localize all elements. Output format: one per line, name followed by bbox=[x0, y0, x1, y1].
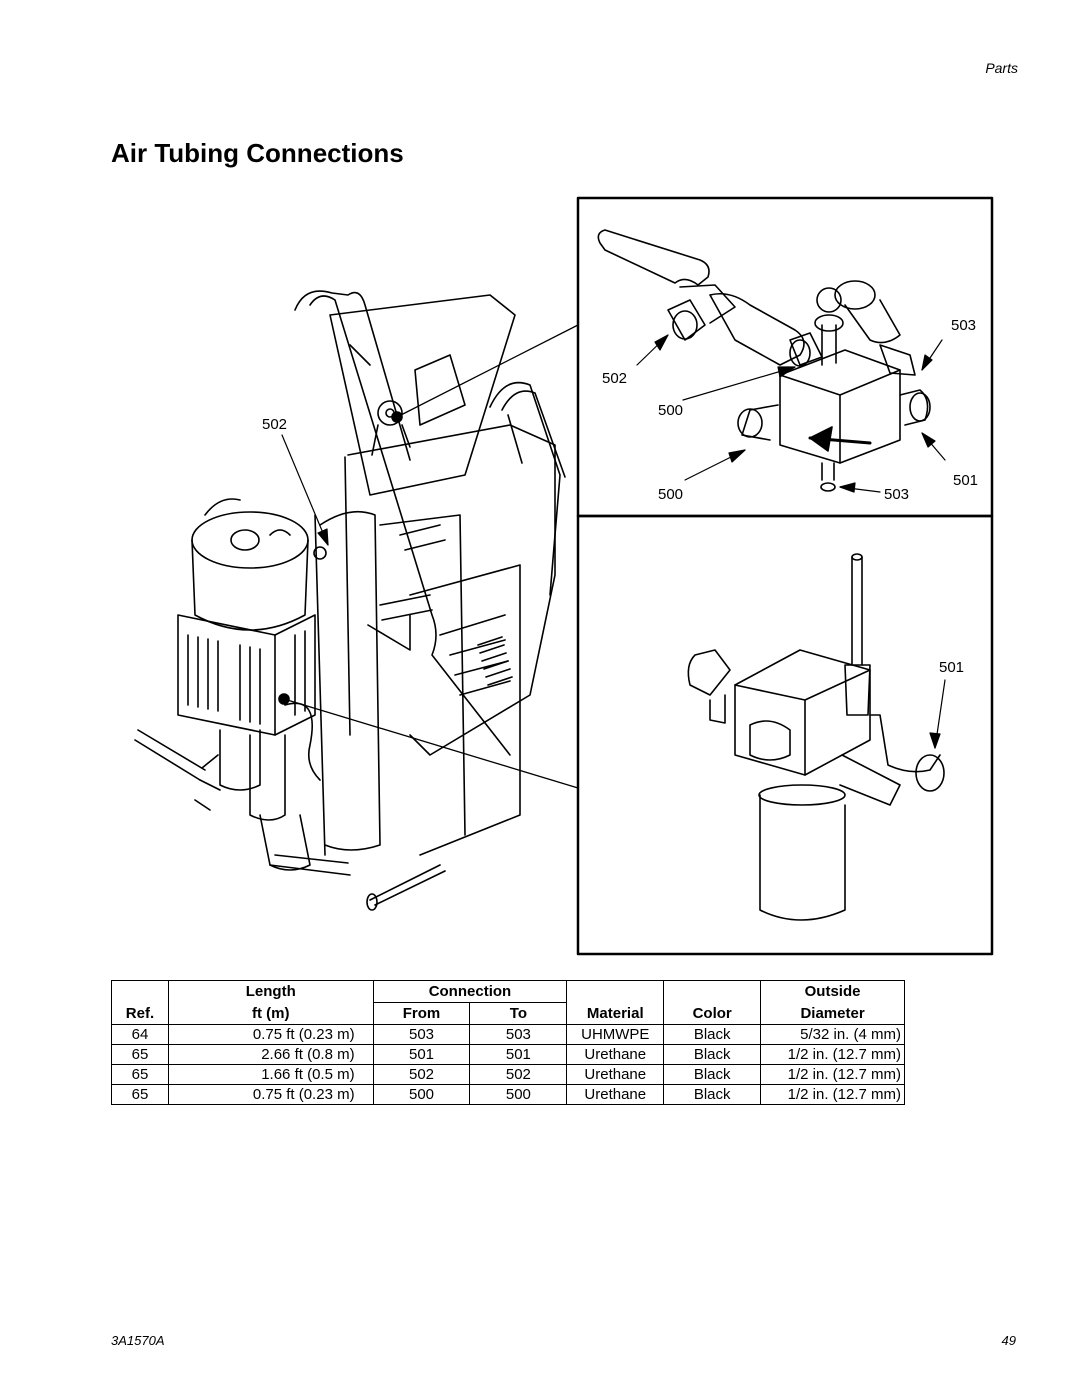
callout-top-500-upper: 500 bbox=[658, 402, 684, 419]
cell-to: 501 bbox=[470, 1045, 567, 1065]
table-row bbox=[112, 1025, 905, 1045]
cell-diameter: 1/2 in. (12.7 mm) bbox=[761, 1065, 905, 1085]
header-from: From bbox=[373, 1003, 470, 1025]
filter-assembly-drawing bbox=[688, 554, 944, 920]
cell-diameter: 5/32 in. (4 mm) bbox=[761, 1025, 905, 1045]
cell-diameter: 1/2 in. (12.7 mm) bbox=[761, 1045, 905, 1065]
header-color: Color bbox=[664, 1003, 761, 1025]
cell-material: UHMWPE bbox=[567, 1025, 664, 1045]
callout-bottom-501: 501 bbox=[939, 659, 965, 676]
header-length: Length bbox=[168, 981, 373, 1003]
cell-from: 503 bbox=[373, 1025, 470, 1045]
callout-top-500-lower: 500 bbox=[658, 486, 684, 503]
cell-color: Black bbox=[664, 1085, 761, 1105]
callout-top-502: 502 bbox=[602, 370, 628, 387]
header-section-label: Parts bbox=[985, 60, 1018, 76]
cell-to: 500 bbox=[470, 1085, 567, 1105]
cell-ref: 65 bbox=[112, 1065, 169, 1085]
cell-ref: 65 bbox=[112, 1085, 169, 1105]
cell-from: 500 bbox=[373, 1085, 470, 1105]
cell-to: 502 bbox=[470, 1065, 567, 1085]
air-tubing-table bbox=[111, 980, 905, 1105]
table-row bbox=[112, 1065, 905, 1085]
air-tubing-illustration bbox=[110, 195, 979, 965]
regulator-manifold-drawing bbox=[598, 230, 930, 491]
table-row bbox=[112, 1045, 905, 1065]
cell-length: 0.75 ft (0.23 m) bbox=[168, 1025, 373, 1045]
callout-main-502: 502 bbox=[262, 416, 288, 433]
cell-material: Urethane bbox=[567, 1045, 664, 1065]
cell-length: 1.66 ft (0.5 m) bbox=[168, 1065, 373, 1085]
detail-box-bottom bbox=[578, 516, 992, 954]
document-number: 3A1570A bbox=[111, 1333, 165, 1348]
cell-ref: 64 bbox=[112, 1025, 169, 1045]
callout-top-503-lower: 503 bbox=[884, 486, 910, 503]
cell-from: 501 bbox=[373, 1045, 470, 1065]
callout-top-503-upper: 503 bbox=[951, 317, 977, 334]
cell-length: 2.66 ft (0.8 m) bbox=[168, 1045, 373, 1065]
header-length-unit: ft (m) bbox=[168, 1003, 373, 1025]
callout-leader-bottom bbox=[930, 680, 945, 748]
cell-length: 0.75 ft (0.23 m) bbox=[168, 1085, 373, 1105]
cell-to: 503 bbox=[470, 1025, 567, 1045]
header-material: Material bbox=[567, 1003, 664, 1025]
table-row bbox=[112, 1085, 905, 1105]
header-to: To bbox=[470, 1003, 567, 1025]
header-outside: Outside bbox=[761, 981, 905, 1003]
callout-top-501: 501 bbox=[953, 472, 979, 489]
callout-leader-main bbox=[282, 435, 328, 545]
cell-ref: 65 bbox=[112, 1045, 169, 1065]
header-connection: Connection bbox=[373, 981, 567, 1003]
cell-from: 502 bbox=[373, 1065, 470, 1085]
cell-diameter: 1/2 in. (12.7 mm) bbox=[761, 1085, 905, 1105]
page-title: Air Tubing Connections bbox=[111, 138, 404, 168]
cell-color: Black bbox=[664, 1045, 761, 1065]
cell-color: Black bbox=[664, 1025, 761, 1045]
cell-material: Urethane bbox=[567, 1065, 664, 1085]
detail-box-top bbox=[578, 198, 992, 516]
header-diameter: Diameter bbox=[761, 1003, 905, 1025]
cell-material: Urethane bbox=[567, 1085, 664, 1105]
sprayer-unit-drawing bbox=[135, 291, 565, 910]
cell-color: Black bbox=[664, 1065, 761, 1085]
header-ref: Ref. bbox=[112, 1003, 169, 1025]
page-number: 49 bbox=[1001, 1333, 1016, 1348]
